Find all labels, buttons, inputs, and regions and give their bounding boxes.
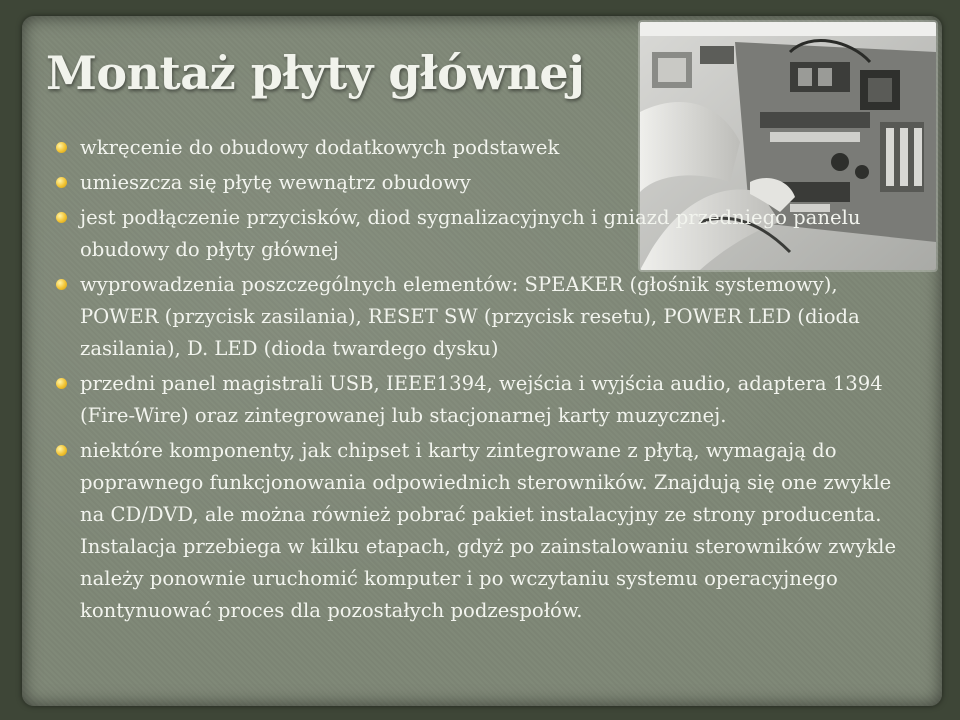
bullet-item	[56, 435, 912, 627]
bullet-text: wyprowadzenia poszczególnych elementów: SPEAKER (głośnik systemowy), POWER (przycisk zasilania), RESET SW (przycisk resetu), POWER LED (dioda zasilania), D. LED (dioda twardego dysku)	[80, 273, 860, 360]
bullet-list	[56, 132, 912, 630]
bullet-dot-icon	[56, 378, 67, 389]
bullet-dot-icon	[56, 142, 67, 153]
bullet-text: niektóre komponenty, jak chipset i karty zintegrowane z płytą, wymagają do poprawnego funkcjonowania odpowiednich sterowników. Znajdują się one zwykle na CD/DVD, ale można również pobrać pakiet instalacyjny ze strony producenta. Instalacja przebiega w kilku etapach, gdyż po zainstalowaniu sterowników zwykle należy ponownie uruchomić komputer i po wczytaniu systemu operacyjnego kontynuować proces dla pozostałych podzespołów.	[80, 439, 897, 622]
bullet-text: umieszcza się płytę wewnątrz obudowy	[80, 171, 471, 194]
bullet-dot-icon	[56, 177, 67, 188]
bullet-text: jest podłączenie przycisków, diod sygnalizacyjnych i gniazd przedniego panelu obudowy do płyty głównej	[80, 206, 861, 261]
bullet-dot-icon	[56, 445, 67, 456]
bullet-dot-icon	[56, 212, 67, 223]
bullet-item	[56, 202, 912, 266]
bullet-item	[56, 167, 912, 199]
bullet-item	[56, 368, 912, 432]
bullet-item	[56, 269, 912, 365]
bullet-text: wkręcenie do obudowy dodatkowych podstawek	[80, 136, 560, 159]
bullet-dot-icon	[56, 279, 67, 290]
bullet-item	[56, 132, 912, 164]
bullet-text: przedni panel magistrali USB, IEEE1394, wejścia i wyjścia audio, adaptera 1394 (Fire-Wire) oraz zintegrowanej lub stacjonarnej karty muzycznej.	[80, 372, 883, 427]
slide-title: Montaż płyty głównej	[46, 46, 585, 100]
